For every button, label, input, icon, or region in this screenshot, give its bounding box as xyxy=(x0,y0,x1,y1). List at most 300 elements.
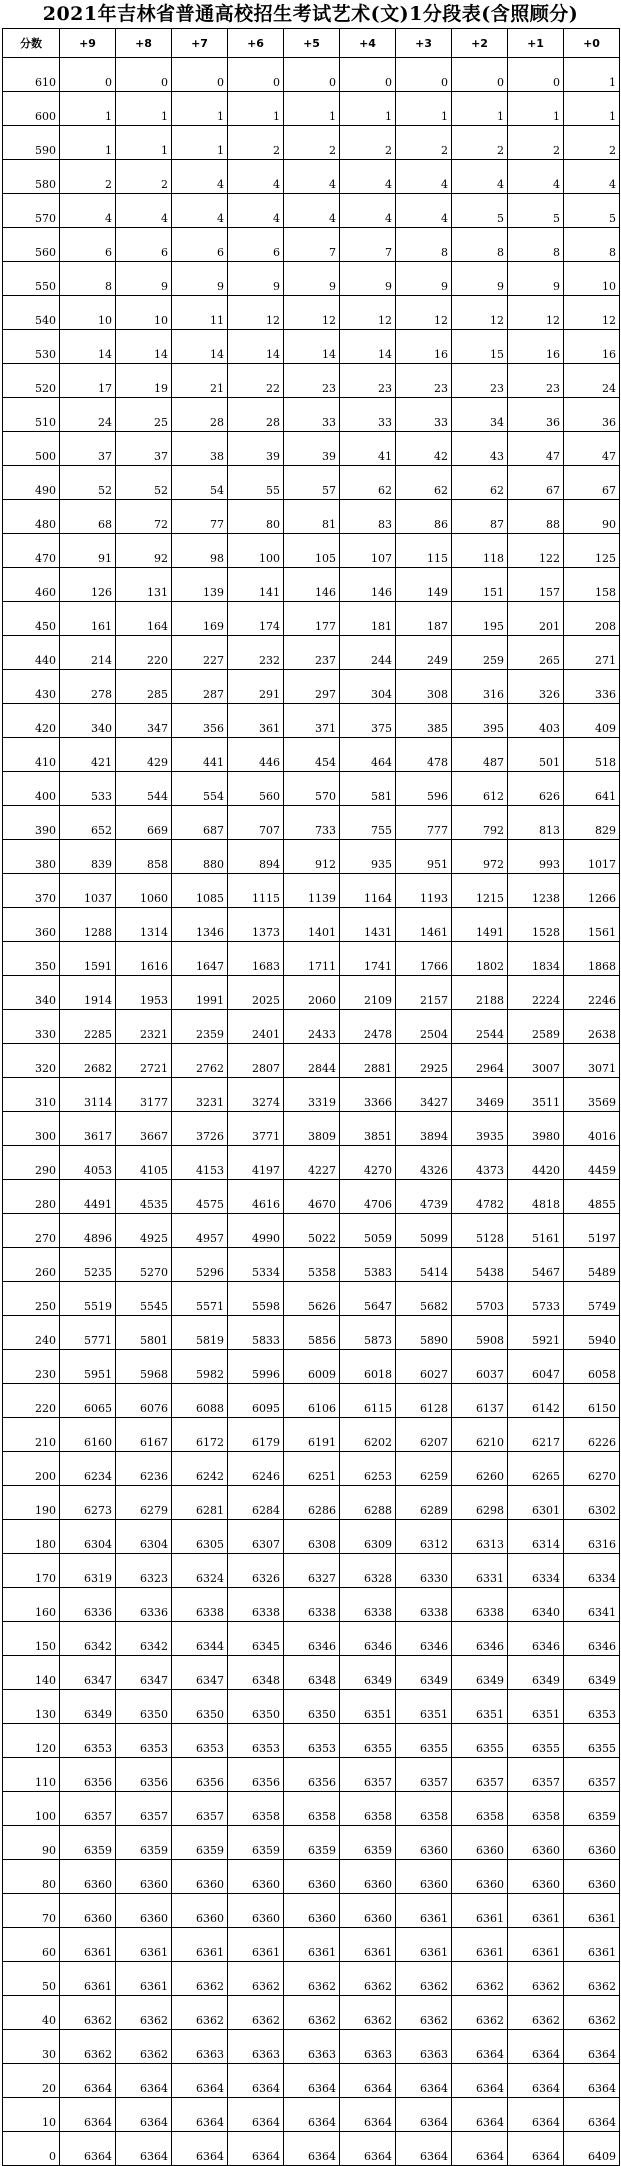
count-cell: 5996 xyxy=(228,1350,284,1384)
count-cell: 38 xyxy=(172,432,228,466)
count-cell: 2060 xyxy=(284,976,340,1010)
count-cell: 6361 xyxy=(60,1962,116,1996)
table-row xyxy=(3,2098,620,2132)
count-cell: 6342 xyxy=(116,1622,172,1656)
count-cell: 6361 xyxy=(508,1928,564,1962)
table-row xyxy=(3,1350,620,1384)
table-row xyxy=(3,1554,620,1588)
count-cell: 6361 xyxy=(564,1894,620,1928)
count-cell: 6364 xyxy=(396,2132,452,2166)
count-cell: 122 xyxy=(508,534,564,568)
count-cell: 6344 xyxy=(172,1622,228,1656)
count-cell: 6150 xyxy=(564,1384,620,1418)
count-cell: 6355 xyxy=(564,1724,620,1758)
count-cell: 336 xyxy=(564,670,620,704)
count-cell: 8 xyxy=(396,228,452,262)
count-cell: 581 xyxy=(340,772,396,806)
table-row xyxy=(3,1826,620,1860)
count-cell: 6246 xyxy=(228,1452,284,1486)
count-cell: 6357 xyxy=(564,1758,620,1792)
count-cell: 6338 xyxy=(228,1588,284,1622)
count-cell: 62 xyxy=(396,466,452,500)
count-cell: 6351 xyxy=(508,1690,564,1724)
count-cell: 16 xyxy=(508,330,564,364)
count-cell: 7 xyxy=(340,228,396,262)
count-cell: 6357 xyxy=(116,1792,172,1826)
count-cell: 2224 xyxy=(508,976,564,1010)
count-cell: 1868 xyxy=(564,942,620,976)
count-cell: 1834 xyxy=(508,942,564,976)
count-cell: 6259 xyxy=(396,1452,452,1486)
count-cell: 9 xyxy=(172,262,228,296)
count-cell: 395 xyxy=(452,704,508,738)
count-cell: 1591 xyxy=(60,942,116,976)
count-cell: 6338 xyxy=(340,1588,396,1622)
count-cell: 86 xyxy=(396,500,452,534)
count-cell: 409 xyxy=(564,704,620,738)
count-cell: 9 xyxy=(508,262,564,296)
score-cell: 110 xyxy=(3,1758,60,1792)
count-cell: 6336 xyxy=(116,1588,172,1622)
count-cell: 141 xyxy=(228,568,284,602)
table-row xyxy=(3,1044,620,1078)
score-cell: 140 xyxy=(3,1656,60,1690)
score-cell: 210 xyxy=(3,1418,60,1452)
count-cell: 77 xyxy=(172,500,228,534)
count-cell: 6362 xyxy=(340,1962,396,1996)
count-cell: 4575 xyxy=(172,1180,228,1214)
count-cell: 39 xyxy=(228,432,284,466)
count-cell: 0 xyxy=(396,58,452,92)
count-cell: 6357 xyxy=(172,1792,228,1826)
count-cell: 9 xyxy=(228,262,284,296)
count-cell: 4990 xyxy=(228,1214,284,1248)
count-cell: 1 xyxy=(564,58,620,92)
count-cell: 6350 xyxy=(284,1690,340,1724)
count-cell: 4270 xyxy=(340,1146,396,1180)
count-cell: 6334 xyxy=(564,1554,620,1588)
count-cell: 3809 xyxy=(284,1112,340,1146)
count-cell: 0 xyxy=(60,58,116,92)
count-cell: 6351 xyxy=(452,1690,508,1724)
count-cell: 1 xyxy=(60,92,116,126)
count-cell: 777 xyxy=(396,806,452,840)
count-cell: 4 xyxy=(228,160,284,194)
score-cell: 230 xyxy=(3,1350,60,1384)
count-cell: 6359 xyxy=(284,1826,340,1860)
count-cell: 1953 xyxy=(116,976,172,1010)
count-cell: 304 xyxy=(340,670,396,704)
count-cell: 6362 xyxy=(340,1996,396,2030)
count-cell: 4 xyxy=(340,160,396,194)
count-cell: 118 xyxy=(452,534,508,568)
count-cell: 6242 xyxy=(172,1452,228,1486)
count-cell: 385 xyxy=(396,704,452,738)
count-cell: 3274 xyxy=(228,1078,284,1112)
count-cell: 16 xyxy=(396,330,452,364)
count-cell: 361 xyxy=(228,704,284,738)
count-cell: 5383 xyxy=(340,1248,396,1282)
count-cell: 5571 xyxy=(172,1282,228,1316)
count-cell: 6302 xyxy=(564,1486,620,1520)
table-row xyxy=(3,1282,620,1316)
count-cell: 6364 xyxy=(228,2132,284,2166)
count-cell: 2 xyxy=(508,126,564,160)
count-cell: 11 xyxy=(172,296,228,330)
count-cell: 1766 xyxy=(396,942,452,976)
table-row xyxy=(3,1860,620,1894)
count-cell: 83 xyxy=(340,500,396,534)
score-cell: 10 xyxy=(3,2098,60,2132)
count-cell: 6346 xyxy=(452,1622,508,1656)
count-cell: 429 xyxy=(116,738,172,772)
count-cell: 6362 xyxy=(228,1996,284,2030)
score-cell: 580 xyxy=(3,160,60,194)
count-cell: 2638 xyxy=(564,1010,620,1044)
count-cell: 3469 xyxy=(452,1078,508,1112)
count-cell: 6309 xyxy=(340,1520,396,1554)
count-cell: 6314 xyxy=(508,1520,564,1554)
count-cell: 6364 xyxy=(284,2132,340,2166)
table-row xyxy=(3,2064,620,2098)
table-row xyxy=(3,1962,620,1996)
count-cell: 28 xyxy=(228,398,284,432)
count-cell: 23 xyxy=(508,364,564,398)
count-cell: 37 xyxy=(60,432,116,466)
count-cell: 232 xyxy=(228,636,284,670)
count-cell: 6363 xyxy=(396,2030,452,2064)
column-header-offset: +0 xyxy=(564,29,620,58)
count-cell: 6353 xyxy=(116,1724,172,1758)
count-cell: 146 xyxy=(340,568,396,602)
count-cell: 2025 xyxy=(228,976,284,1010)
count-cell: 5982 xyxy=(172,1350,228,1384)
count-cell: 6357 xyxy=(508,1758,564,1792)
count-cell: 733 xyxy=(284,806,340,840)
table-row xyxy=(3,534,620,568)
count-cell: 33 xyxy=(396,398,452,432)
count-cell: 478 xyxy=(396,738,452,772)
count-cell: 6347 xyxy=(172,1656,228,1690)
count-cell: 6364 xyxy=(172,2064,228,2098)
count-cell: 47 xyxy=(508,432,564,466)
count-cell: 6362 xyxy=(284,1996,340,2030)
count-cell: 0 xyxy=(172,58,228,92)
count-cell: 2762 xyxy=(172,1044,228,1078)
count-cell: 6362 xyxy=(396,1996,452,2030)
table-row xyxy=(3,1180,620,1214)
count-cell: 6364 xyxy=(564,2030,620,2064)
count-cell: 1741 xyxy=(340,942,396,976)
count-cell: 6364 xyxy=(396,2064,452,2098)
count-cell: 107 xyxy=(340,534,396,568)
count-cell: 6364 xyxy=(60,2098,116,2132)
count-cell: 1461 xyxy=(396,908,452,942)
count-cell: 6358 xyxy=(508,1792,564,1826)
count-cell: 6347 xyxy=(116,1656,172,1690)
count-cell: 1139 xyxy=(284,874,340,908)
score-cell: 160 xyxy=(3,1588,60,1622)
count-cell: 6355 xyxy=(508,1724,564,1758)
count-cell: 1115 xyxy=(228,874,284,908)
count-cell: 5801 xyxy=(116,1316,172,1350)
count-cell: 6355 xyxy=(396,1724,452,1758)
count-cell: 4818 xyxy=(508,1180,564,1214)
count-cell: 271 xyxy=(564,636,620,670)
count-cell: 3851 xyxy=(340,1112,396,1146)
table-row xyxy=(3,262,620,296)
count-cell: 6362 xyxy=(396,1962,452,1996)
count-cell: 12 xyxy=(452,296,508,330)
count-cell: 4 xyxy=(508,160,564,194)
count-cell: 6312 xyxy=(396,1520,452,1554)
score-cell: 440 xyxy=(3,636,60,670)
count-cell: 5334 xyxy=(228,1248,284,1282)
score-cell: 300 xyxy=(3,1112,60,1146)
count-cell: 6360 xyxy=(396,1826,452,1860)
count-cell: 6362 xyxy=(172,1996,228,2030)
count-cell: 2 xyxy=(452,126,508,160)
count-cell: 14 xyxy=(340,330,396,364)
count-cell: 3177 xyxy=(116,1078,172,1112)
count-cell: 34 xyxy=(452,398,508,432)
count-cell: 6160 xyxy=(60,1418,116,1452)
count-cell: 67 xyxy=(508,466,564,500)
count-cell: 6361 xyxy=(172,1928,228,1962)
count-cell: 9 xyxy=(396,262,452,296)
column-header-offset: +4 xyxy=(340,29,396,58)
count-cell: 0 xyxy=(284,58,340,92)
count-cell: 5856 xyxy=(284,1316,340,1350)
table-row xyxy=(3,1996,620,2030)
count-cell: 6319 xyxy=(60,1554,116,1588)
table-row xyxy=(3,1146,620,1180)
count-cell: 4 xyxy=(60,194,116,228)
count-cell: 5921 xyxy=(508,1316,564,1350)
count-cell: 2188 xyxy=(452,976,508,1010)
count-cell: 912 xyxy=(284,840,340,874)
count-cell: 6346 xyxy=(340,1622,396,1656)
table-row xyxy=(3,1758,620,1792)
table-row xyxy=(3,1486,620,1520)
count-cell: 6361 xyxy=(60,1928,116,1962)
table-row xyxy=(3,1724,620,1758)
count-cell: 6364 xyxy=(452,2098,508,2132)
count-cell: 2 xyxy=(396,126,452,160)
count-cell: 287 xyxy=(172,670,228,704)
score-cell: 390 xyxy=(3,806,60,840)
count-cell: 951 xyxy=(396,840,452,874)
count-cell: 6409 xyxy=(564,2132,620,2166)
score-cell: 540 xyxy=(3,296,60,330)
count-cell: 6361 xyxy=(396,1928,452,1962)
count-cell: 1647 xyxy=(172,942,228,976)
count-cell: 1 xyxy=(116,92,172,126)
count-cell: 4326 xyxy=(396,1146,452,1180)
count-cell: 6226 xyxy=(564,1418,620,1452)
count-cell: 237 xyxy=(284,636,340,670)
count-cell: 544 xyxy=(116,772,172,806)
table-row xyxy=(3,296,620,330)
count-cell: 1288 xyxy=(60,908,116,942)
count-cell: 12 xyxy=(396,296,452,330)
table-row xyxy=(3,636,620,670)
count-cell: 174 xyxy=(228,602,284,636)
score-cell: 450 xyxy=(3,602,60,636)
table-row xyxy=(3,1384,620,1418)
count-cell: 25 xyxy=(116,398,172,432)
score-cell: 430 xyxy=(3,670,60,704)
count-cell: 57 xyxy=(284,466,340,500)
count-cell: 6273 xyxy=(60,1486,116,1520)
score-cell: 380 xyxy=(3,840,60,874)
count-cell: 6361 xyxy=(340,1928,396,1962)
count-cell: 161 xyxy=(60,602,116,636)
count-cell: 98 xyxy=(172,534,228,568)
score-cell: 420 xyxy=(3,704,60,738)
count-cell: 501 xyxy=(508,738,564,772)
count-cell: 12 xyxy=(284,296,340,330)
count-cell: 1 xyxy=(396,92,452,126)
count-cell: 105 xyxy=(284,534,340,568)
count-cell: 6364 xyxy=(284,2064,340,2098)
count-cell: 4 xyxy=(396,194,452,228)
count-cell: 125 xyxy=(564,534,620,568)
count-cell: 8 xyxy=(508,228,564,262)
score-cell: 220 xyxy=(3,1384,60,1418)
count-cell: 5833 xyxy=(228,1316,284,1350)
count-cell: 6360 xyxy=(60,1894,116,1928)
count-cell: 6355 xyxy=(340,1724,396,1758)
count-cell: 6142 xyxy=(508,1384,564,1418)
count-cell: 1401 xyxy=(284,908,340,942)
count-cell: 6363 xyxy=(340,2030,396,2064)
table-row xyxy=(3,228,620,262)
table-row xyxy=(3,1248,620,1282)
count-cell: 15 xyxy=(452,330,508,364)
count-cell: 612 xyxy=(452,772,508,806)
table-row xyxy=(3,976,620,1010)
count-cell: 6307 xyxy=(228,1520,284,1554)
count-cell: 9 xyxy=(340,262,396,296)
count-cell: 0 xyxy=(508,58,564,92)
count-cell: 6360 xyxy=(564,1860,620,1894)
count-cell: 33 xyxy=(340,398,396,432)
count-cell: 5235 xyxy=(60,1248,116,1282)
table-row xyxy=(3,126,620,160)
count-cell: 6360 xyxy=(60,1860,116,1894)
count-cell: 4053 xyxy=(60,1146,116,1180)
table-row xyxy=(3,432,620,466)
count-cell: 14 xyxy=(284,330,340,364)
count-cell: 6288 xyxy=(340,1486,396,1520)
count-cell: 6349 xyxy=(396,1656,452,1690)
count-cell: 6350 xyxy=(228,1690,284,1724)
count-cell: 23 xyxy=(340,364,396,398)
column-header-offset: +6 xyxy=(228,29,284,58)
count-cell: 7 xyxy=(284,228,340,262)
count-cell: 6364 xyxy=(60,2064,116,2098)
count-cell: 1 xyxy=(340,92,396,126)
count-cell: 6364 xyxy=(564,2064,620,2098)
count-cell: 6360 xyxy=(508,1826,564,1860)
count-cell: 52 xyxy=(60,466,116,500)
count-cell: 1017 xyxy=(564,840,620,874)
count-cell: 6115 xyxy=(340,1384,396,1418)
count-cell: 6340 xyxy=(508,1588,564,1622)
count-cell: 1491 xyxy=(452,908,508,942)
count-cell: 4855 xyxy=(564,1180,620,1214)
count-cell: 16 xyxy=(564,330,620,364)
count-cell: 6362 xyxy=(228,1962,284,1996)
count-cell: 0 xyxy=(116,58,172,92)
score-cell: 290 xyxy=(3,1146,60,1180)
count-cell: 6359 xyxy=(60,1826,116,1860)
count-cell: 6260 xyxy=(452,1452,508,1486)
count-cell: 6179 xyxy=(228,1418,284,1452)
count-cell: 10 xyxy=(564,262,620,296)
count-cell: 6363 xyxy=(172,2030,228,2064)
score-cell: 50 xyxy=(3,1962,60,1996)
count-cell: 6358 xyxy=(284,1792,340,1826)
count-cell: 278 xyxy=(60,670,116,704)
count-cell: 6 xyxy=(116,228,172,262)
count-cell: 6359 xyxy=(340,1826,396,1860)
count-cell: 157 xyxy=(508,568,564,602)
count-cell: 177 xyxy=(284,602,340,636)
score-cell: 350 xyxy=(3,942,60,976)
count-cell: 2964 xyxy=(452,1044,508,1078)
count-cell: 0 xyxy=(340,58,396,92)
count-cell: 5414 xyxy=(396,1248,452,1282)
count-cell: 6362 xyxy=(564,1996,620,2030)
count-cell: 6362 xyxy=(508,1962,564,1996)
count-cell: 6345 xyxy=(228,1622,284,1656)
count-cell: 4957 xyxy=(172,1214,228,1248)
count-cell: 6348 xyxy=(228,1656,284,1690)
count-cell: 5682 xyxy=(396,1282,452,1316)
count-cell: 4782 xyxy=(452,1180,508,1214)
table-row xyxy=(3,942,620,976)
count-cell: 8 xyxy=(564,228,620,262)
count-cell: 6364 xyxy=(228,2098,284,2132)
count-cell: 6362 xyxy=(452,1996,508,2030)
count-cell: 6360 xyxy=(116,1894,172,1928)
count-cell: 6324 xyxy=(172,1554,228,1588)
score-cell: 310 xyxy=(3,1078,60,1112)
count-cell: 6351 xyxy=(340,1690,396,1724)
count-cell: 4420 xyxy=(508,1146,564,1180)
count-cell: 554 xyxy=(172,772,228,806)
count-cell: 3231 xyxy=(172,1078,228,1112)
count-cell: 1914 xyxy=(60,976,116,1010)
count-cell: 6 xyxy=(172,228,228,262)
count-cell: 6364 xyxy=(508,2098,564,2132)
count-cell: 5951 xyxy=(60,1350,116,1384)
score-cell: 570 xyxy=(3,194,60,228)
count-cell: 42 xyxy=(396,432,452,466)
column-header-offset: +1 xyxy=(508,29,564,58)
table-row xyxy=(3,1894,620,1928)
count-cell: 6236 xyxy=(116,1452,172,1486)
count-cell: 6353 xyxy=(228,1724,284,1758)
count-cell: 6360 xyxy=(396,1860,452,1894)
count-cell: 5059 xyxy=(340,1214,396,1248)
count-cell: 5099 xyxy=(396,1214,452,1248)
count-cell: 4 xyxy=(284,160,340,194)
count-cell: 880 xyxy=(172,840,228,874)
count-cell: 4670 xyxy=(284,1180,340,1214)
